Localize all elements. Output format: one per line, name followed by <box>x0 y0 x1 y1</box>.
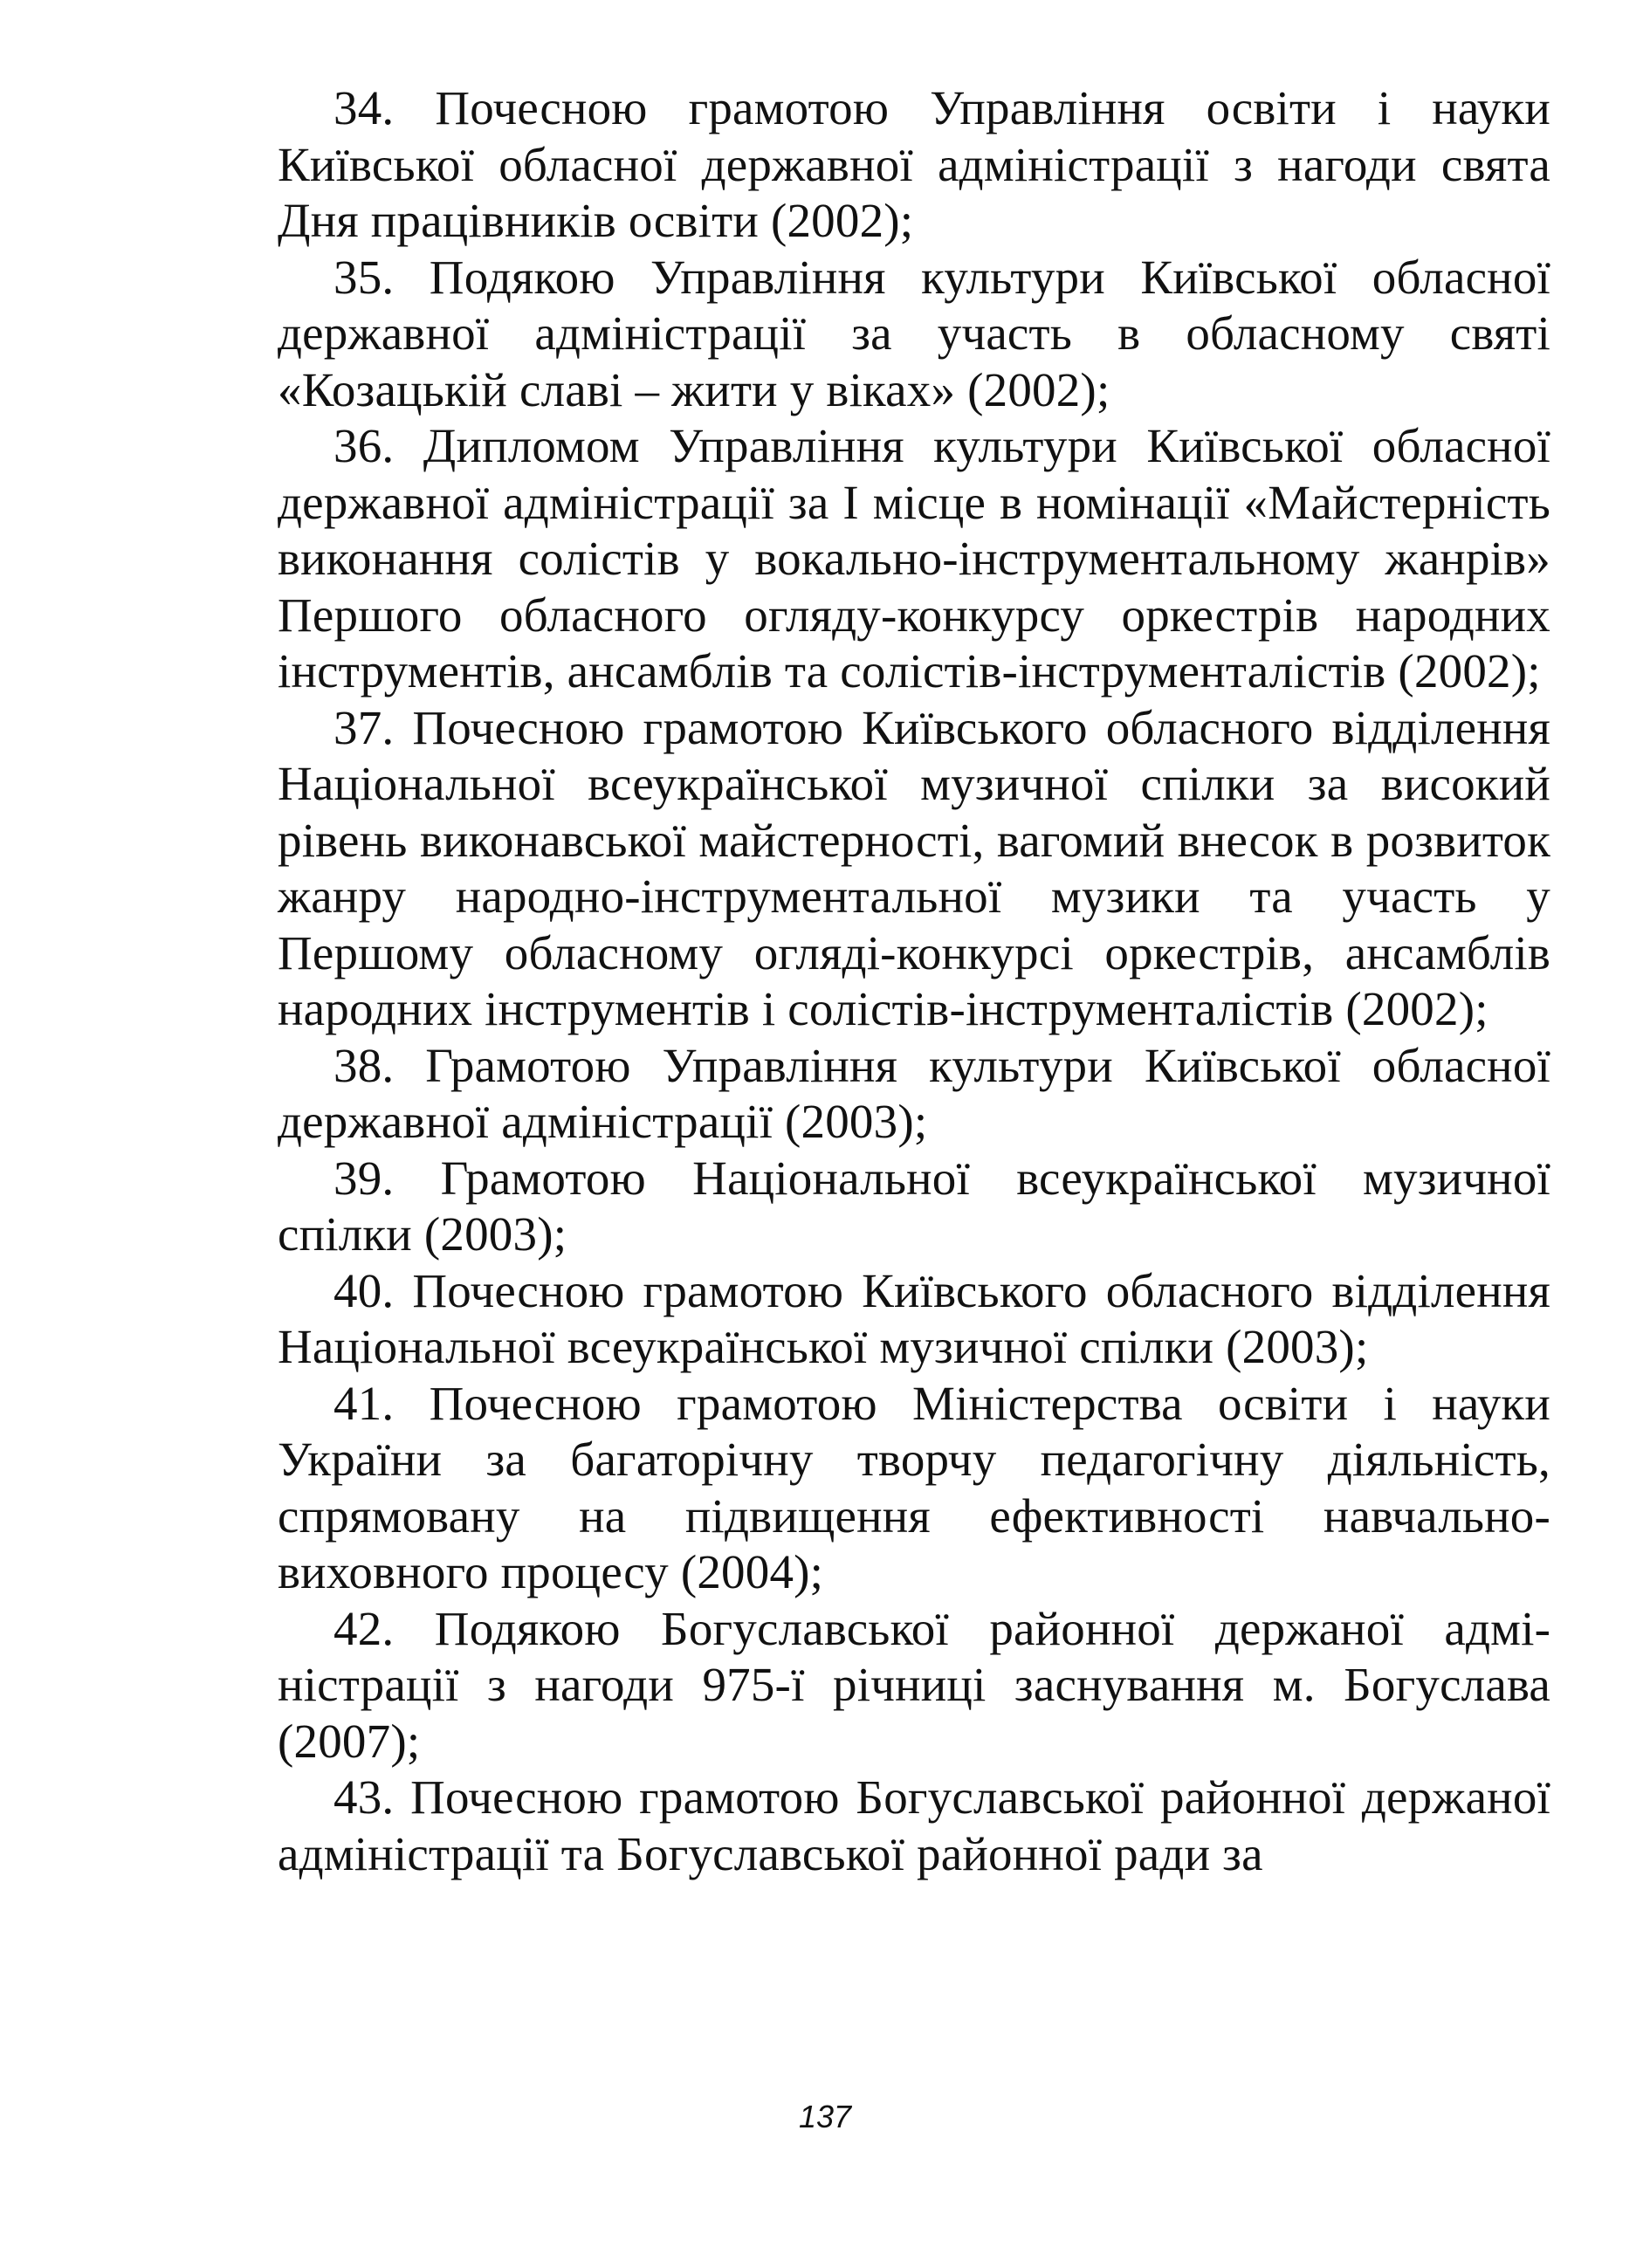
award-entry-36: 36. Дипломом Управління культури Київської обласної державної адміністрації за І місце в номінації «Майстерність виконання солістів у вокально-інструментальному жанрів» Першого обласного огляду-конкурсу оркестрів народних інструментів, ансамблів та солістів-інструменталістів (2002); <box>278 419 1550 698</box>
award-entry-43: 43. Почесною грамотою Богуславської районної держаної адміністрації та Богуславської районної ради за <box>278 1770 1550 1880</box>
document-body <box>278 80 1550 1882</box>
award-entry-41: 41. Почесною грамотою Міністерства освіти і науки України за багаторічну творчу педагогічну діяльність, спрямовану на підвищення ефективності навчально-виховного процесу (2004); <box>278 1376 1550 1598</box>
award-entry-39: 39. Грамотою Національної всеукраїнської музичної спілки (2003); <box>278 1151 1550 1261</box>
award-entry-40: 40. Почесною грамотою Київського обласного відділення Національної всеукраїнської музичної спілки (2003); <box>278 1263 1550 1373</box>
award-entry-42: 42. Подякою Богуславської районної держаної адміністрації з нагоди 975-ї річниці заснування м. Богуслава (2007); <box>278 1601 1550 1768</box>
award-entry-37: 37. Почесною грамотою Київського обласного відділення Національної всеукраїнської музичної спілки за високий рівень виконавської майстерності, вагомий внесок в розвиток жанру народно-інструментальної музики та участь у Першому обласному огляді-конкурсі оркестрів, ансамблів народних інструментів і солістів-інструменталістів (2002); <box>278 700 1550 1035</box>
award-entry-38: 38. Грамотою Управління культури Київської обласної державної адміністрації (2003); <box>278 1038 1550 1148</box>
award-entry-34: 34. Почесною грамотою Управління освіти і науки Київської обласної державної адміністрації з нагоди свята Дня працівників освіти (2002); <box>278 81 1550 247</box>
award-entry-35: 35. Подякою Управління культури Київської обласної державної адміністрації за участь в обласному святі «Козацькій славі – жити у віках» (2002); <box>278 250 1550 416</box>
page-number: 137 <box>798 2099 852 2134</box>
